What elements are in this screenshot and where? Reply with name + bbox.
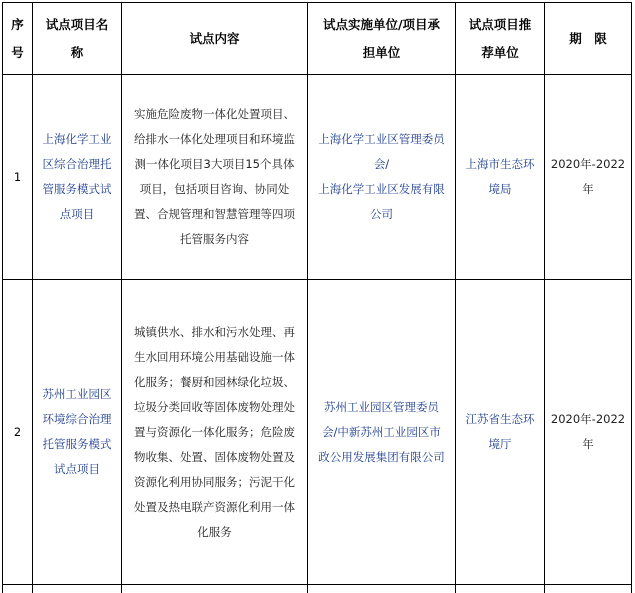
- pilot-projects-table: [2, 2, 632, 593]
- row-content: 城镇供水、排水和污水处理、再 生水回用环境公用基础设施一体 化服务；餐厨和园林绿化垃圾、 垃圾分类回收等固体废物处理处 置与资源化一体化服务；危险废 物收集、处置、固体废物处置及 资源化利用协同服务；污泥干化 处置及热电联产资源化利用一体 化服务: [122, 280, 308, 585]
- row-recommender: 江苏省生态环 境厅: [456, 280, 545, 585]
- empty-cell: [122, 585, 308, 593]
- header-implementing-unit: 试点实施单位/项目承 担单位: [308, 3, 456, 75]
- header-content: 试点内容: [122, 3, 308, 75]
- empty-cell: [3, 585, 33, 593]
- empty-cell: [456, 585, 545, 593]
- row-content: 实施危险废物一体化处置项目、 给排水一体化处理项目和环境监 测一体化项目3大项目15个具体 项目，包括项目咨询、协同处 置、合规管理和智慧管理等四项 托管服务内容: [122, 75, 308, 280]
- row-project-name: 苏州工业园区 环境综合治理 托管服务模式 试点项目: [33, 280, 122, 585]
- table-row: [3, 75, 632, 280]
- header-index: 序 号: [3, 3, 33, 75]
- row-implementing-unit: 苏州工业园区管理委员 会/中新苏州工业园区市 政公用发展集团有限公司: [308, 280, 456, 585]
- header-period: 期 限: [545, 3, 632, 75]
- row-project-name: 上海化学工业 区综合治理托 管服务模式试 点项目: [33, 75, 122, 280]
- table-row: [3, 280, 632, 585]
- row-index: 1: [3, 75, 33, 280]
- empty-cell: [308, 585, 456, 593]
- header-recommender: 试点项目推 荐单位: [456, 3, 545, 75]
- row-implementing-unit: 上海化学工业区管理委员 会/ 上海化学工业区发展有限 公司: [308, 75, 456, 280]
- row-recommender: 上海市生态环 境局: [456, 75, 545, 280]
- table-header-row: [3, 3, 632, 75]
- row-period: 2020年-2022 年: [545, 280, 632, 585]
- table-row-partial: [3, 585, 632, 593]
- empty-cell: [545, 585, 632, 593]
- row-period: 2020年-2022 年: [545, 75, 632, 280]
- row-index: 2: [3, 280, 33, 585]
- empty-cell: [33, 585, 122, 593]
- header-project-name: 试点项目名 称: [33, 3, 122, 75]
